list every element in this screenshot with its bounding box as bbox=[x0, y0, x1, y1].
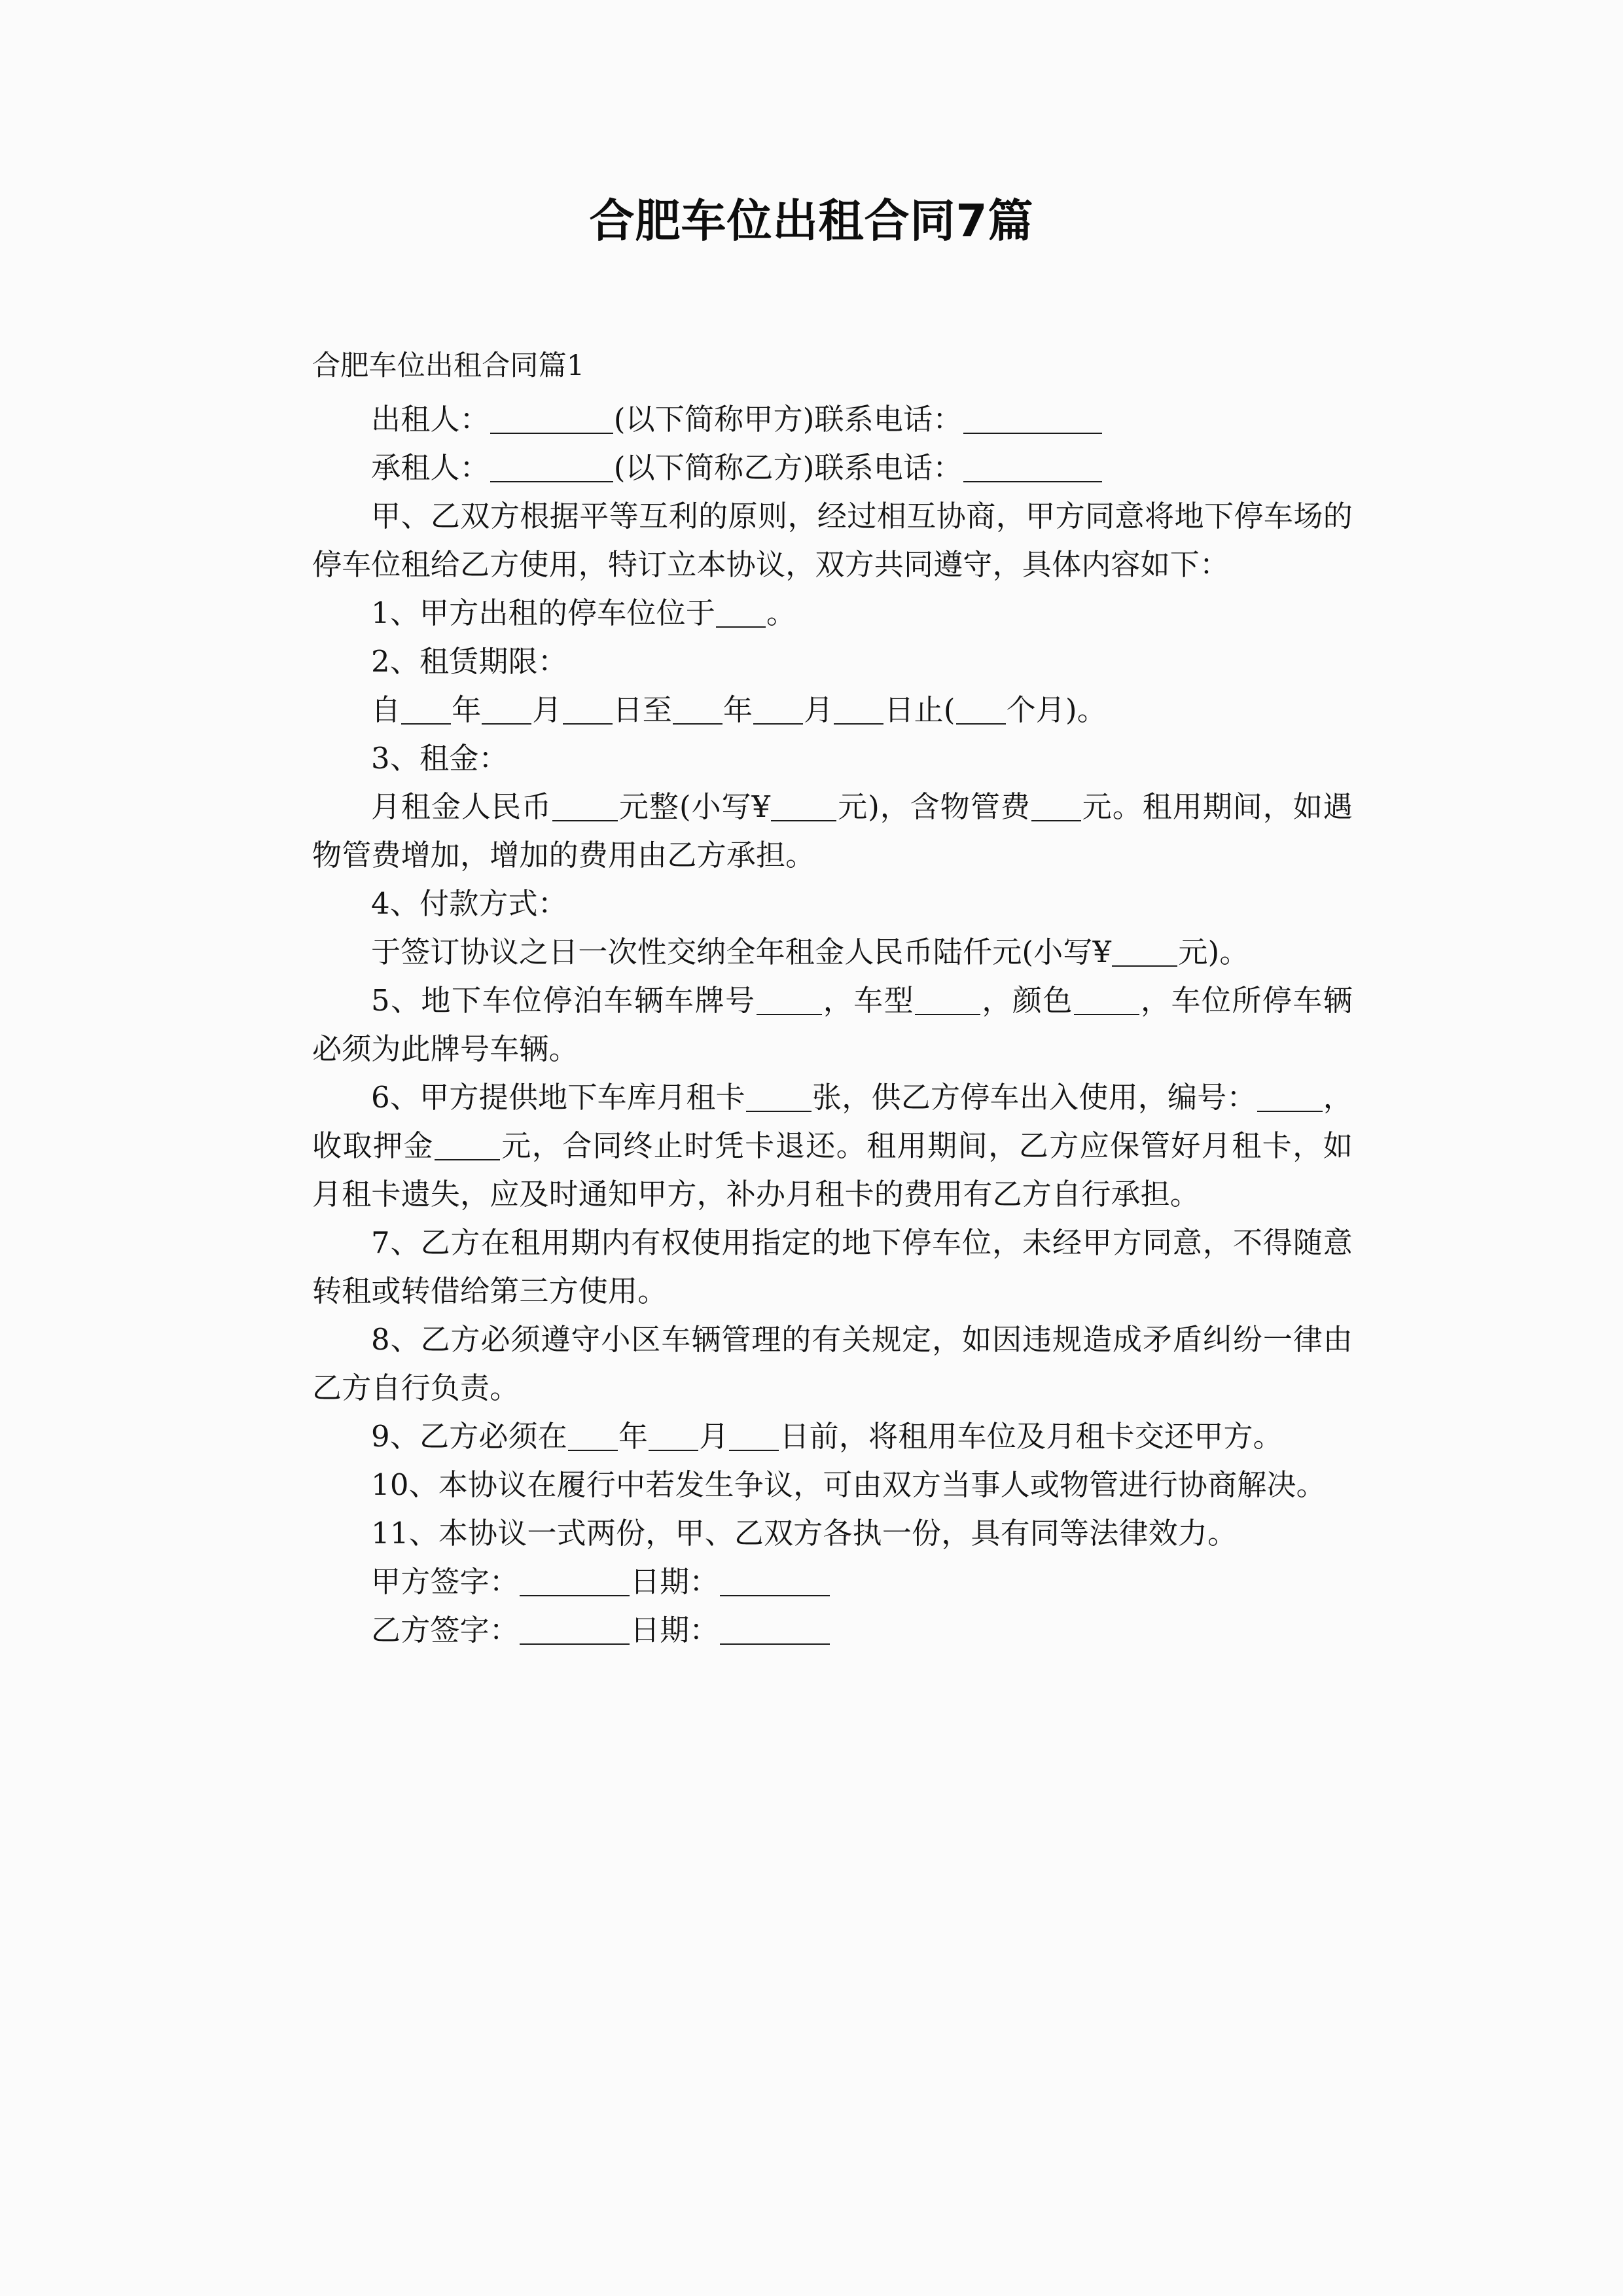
party-b-date-label: 日期： bbox=[630, 1613, 719, 1647]
clause-3: 3、租金： bbox=[371, 741, 508, 776]
vehicle-color-blank[interactable] bbox=[1074, 987, 1139, 1015]
party-a-signature-label: 甲方签字： bbox=[371, 1564, 520, 1599]
term-end-month-blank[interactable] bbox=[753, 696, 803, 725]
lessee-line bbox=[312, 444, 1353, 492]
clause-5-text-d: ，车位所停车辆必须为此牌号车辆。 bbox=[312, 983, 1353, 1066]
lessor-name-blank[interactable] bbox=[490, 406, 613, 434]
page-title: 合肥车位出租合同7篇 bbox=[589, 195, 1034, 247]
return-year-blank[interactable] bbox=[568, 1423, 618, 1451]
party-b-signature-label: 乙方签字： bbox=[371, 1613, 520, 1647]
clause-3-detail bbox=[312, 783, 1353, 880]
lessee-label: 承租人： bbox=[371, 450, 490, 485]
clause-6-text-d: 元，合同终止时凭卡退还。租用期间，乙方应保管好月租卡，如月租卡遗失，应及时通知甲方，补办月租卡的费用有乙方自行承担。 bbox=[312, 1128, 1353, 1211]
document-body bbox=[312, 346, 1353, 1655]
clause-9-text-a: 9、乙方必须在 bbox=[371, 1419, 568, 1454]
term-end-day-blank[interactable] bbox=[834, 696, 883, 725]
deposit-amount-blank[interactable] bbox=[435, 1132, 500, 1160]
clause-1 bbox=[312, 589, 1353, 637]
clause-5-text-b: ，车型 bbox=[822, 983, 915, 1018]
clause-5 bbox=[312, 977, 1353, 1073]
clause-9-text-tail: 日前，将租用车位及月租卡交还甲方。 bbox=[779, 1419, 1283, 1454]
party-a-date-blank[interactable] bbox=[720, 1568, 830, 1596]
clause-1-text-a: 1、甲方出租的停车位位于 bbox=[371, 596, 716, 630]
vehicle-model-blank[interactable] bbox=[915, 987, 980, 1015]
term-start-day-blank[interactable] bbox=[563, 696, 613, 725]
lessee-name-blank[interactable] bbox=[490, 454, 613, 482]
signature-line-party-b bbox=[312, 1606, 1353, 1655]
clause-2: 2、租赁期限： bbox=[371, 644, 568, 679]
plate-number-blank[interactable] bbox=[757, 987, 822, 1015]
lessor-alias-text: (以下简称甲方)联系电话： bbox=[613, 402, 963, 437]
clause-2-detail bbox=[312, 686, 1353, 734]
rent-amount-label: 月租金人民币 bbox=[371, 789, 552, 824]
payment-terms-text: 于签订协议之日一次性交纳全年租金人民币陆仟元(小写¥ bbox=[371, 935, 1112, 969]
clause-11: 11、本协议一式两份，甲、乙双方各执一份，具有同等法律效力。 bbox=[371, 1516, 1238, 1551]
clause-1-location-blank[interactable] bbox=[716, 600, 766, 628]
rent-amount-words-blank[interactable] bbox=[552, 793, 618, 821]
clause-9 bbox=[312, 1412, 1353, 1461]
rent-amount-figures-blank[interactable] bbox=[771, 793, 836, 821]
clause-7: 7、乙方在租用期内有权使用指定的地下停车位，未经甲方同意，不得随意转租或转借给第三方使用。 bbox=[312, 1225, 1353, 1308]
party-b-signature-blank[interactable] bbox=[520, 1617, 630, 1645]
term-to-text: 日至 bbox=[613, 692, 673, 727]
return-day-blank[interactable] bbox=[729, 1423, 779, 1451]
party-a-signature-blank[interactable] bbox=[520, 1568, 630, 1596]
term-year-unit-end: 年 bbox=[723, 692, 753, 727]
clause-6 bbox=[312, 1073, 1353, 1219]
term-months-unit: 个月)。 bbox=[1006, 692, 1107, 727]
card-count-blank[interactable] bbox=[746, 1084, 812, 1112]
lessee-phone-blank[interactable] bbox=[963, 454, 1102, 482]
payment-terms-tail: 元)。 bbox=[1178, 935, 1249, 969]
card-serial-blank[interactable] bbox=[1257, 1084, 1323, 1112]
clause-5-text-a: 5、地下车位停泊车辆车牌号 bbox=[371, 983, 756, 1018]
clause-1-text-b: 。 bbox=[766, 596, 796, 630]
clause-4: 4、付款方式： bbox=[371, 886, 568, 921]
return-month-blank[interactable] bbox=[649, 1423, 698, 1451]
term-months-count-blank[interactable] bbox=[956, 696, 1006, 725]
clause-9-year-unit: 年 bbox=[618, 1419, 649, 1454]
clause-6-text-c: ，收取押金 bbox=[312, 1080, 1353, 1163]
clause-9-month-unit: 月 bbox=[699, 1419, 729, 1454]
term-end-year-blank[interactable] bbox=[673, 696, 722, 725]
party-a-date-label: 日期： bbox=[630, 1564, 719, 1599]
property-fee-label: 元)，含物管费 bbox=[837, 789, 1031, 824]
rent-amount-mid: 元整(小写¥ bbox=[618, 789, 771, 824]
section-heading: 合肥车位出租合同篇1 bbox=[312, 350, 585, 382]
clause-10: 10、本协议在履行中若发生争议，可由双方当事人或物管进行协商解决。 bbox=[371, 1467, 1326, 1502]
lessee-alias-text: (以下简称乙方)联系电话： bbox=[613, 450, 963, 485]
clause-8: 8、乙方必须遵守小区车辆管理的有关规定，如因违规造成矛盾纠纷一律由乙方自行负责。 bbox=[312, 1322, 1353, 1405]
term-month-unit-start: 月 bbox=[532, 692, 562, 727]
term-start-year-blank[interactable] bbox=[401, 696, 451, 725]
term-year-unit-start: 年 bbox=[452, 692, 482, 727]
term-start-label: 自 bbox=[371, 692, 401, 727]
signature-line-party-a bbox=[312, 1558, 1353, 1606]
lessor-label: 出租人： bbox=[371, 402, 490, 437]
clause-3-tail: 元。租用期间，如遇物管费增加，增加的费用由乙方承担。 bbox=[312, 789, 1353, 872]
term-month-unit-end: 月 bbox=[804, 692, 834, 727]
annual-rent-figures-blank[interactable] bbox=[1112, 939, 1177, 967]
lessor-line bbox=[312, 395, 1353, 444]
clause-5-text-c: ，颜色 bbox=[981, 983, 1073, 1018]
term-end-text: 日止( bbox=[884, 692, 955, 727]
clause-6-text-a: 6、甲方提供地下车库月租卡 bbox=[371, 1080, 745, 1115]
party-b-date-blank[interactable] bbox=[720, 1617, 830, 1645]
lessor-phone-blank[interactable] bbox=[963, 406, 1102, 434]
term-start-month-blank[interactable] bbox=[482, 696, 531, 725]
clause-6-text-b: 张，供乙方停车出入使用，编号： bbox=[812, 1080, 1257, 1115]
clause-4-detail bbox=[312, 928, 1353, 977]
preamble-paragraph: 甲、乙双方根据平等互利的原则，经过相互协商，甲方同意将地下停车场的停车位租给乙方使用，特订立本协议，双方共同遵守，具体内容如下： bbox=[312, 499, 1353, 582]
property-fee-blank[interactable] bbox=[1031, 793, 1081, 821]
